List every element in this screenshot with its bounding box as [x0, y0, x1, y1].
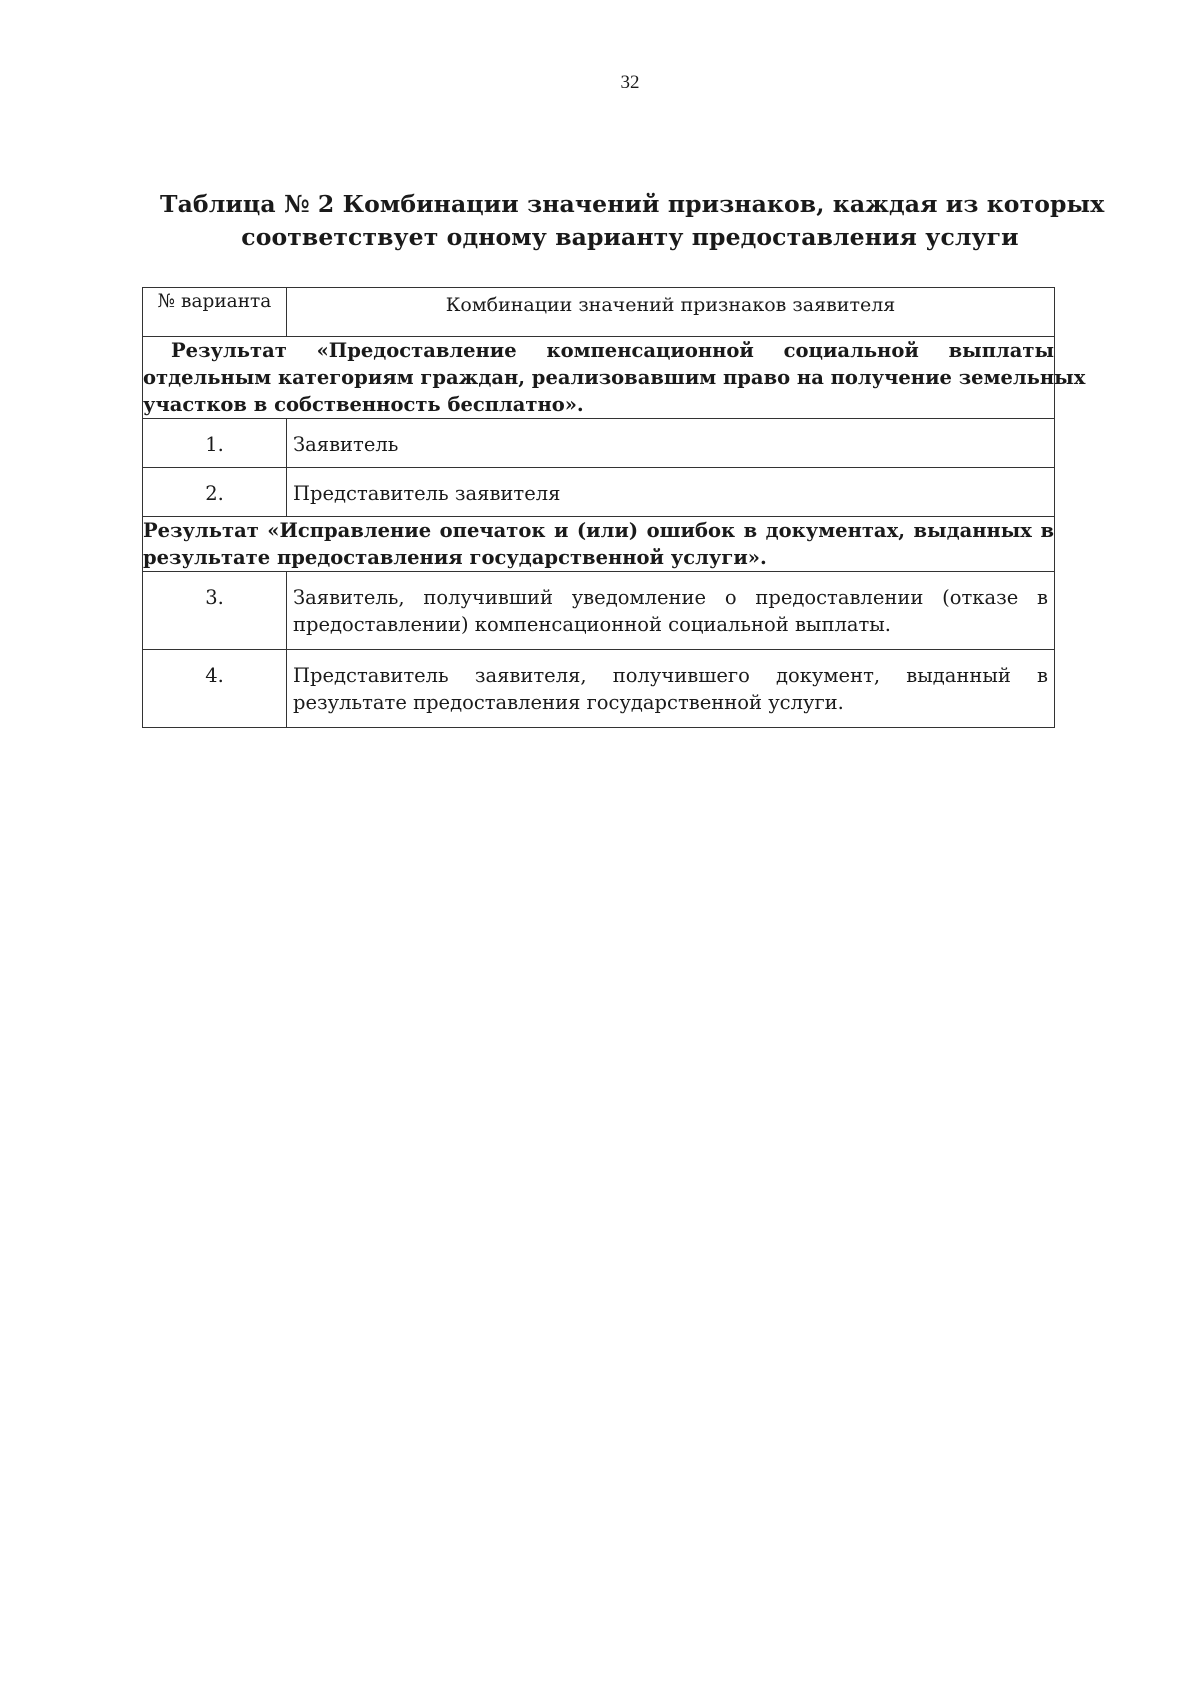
table-row — [143, 650, 1055, 728]
table-title — [160, 188, 1105, 254]
variants-table — [142, 287, 1086, 728]
table-title-line-1: Таблица № 2 Комбинации значений признаков, каждая из которых — [160, 190, 1105, 218]
variant-description-line: Заявитель, получивший уведомление о предоставлении (отказе в — [293, 586, 1048, 609]
variant-number: 3. — [143, 572, 287, 650]
section-result-line: Результат «Предоставление компенсационной социальной выплаты — [171, 339, 1054, 362]
variant-description — [287, 572, 1055, 650]
section-result-row — [143, 517, 1055, 572]
section-result-line: отдельным категориям граждан, реализовавшим право на получение земельных — [143, 366, 1086, 389]
table-header-row — [143, 288, 1055, 337]
section-result-heading — [143, 337, 1086, 419]
table-row — [143, 572, 1055, 650]
variant-description-line: результате предоставления государственной услуги. — [293, 691, 844, 714]
table-title-line-2: соответствует одному варианту предоставления услуги — [241, 223, 1019, 251]
variant-description — [287, 650, 1055, 728]
header-combinations: Комбинации значений признаков заявителя — [287, 288, 1055, 337]
variant-description-line: предоставлении) компенсационной социальной выплаты. — [293, 613, 891, 636]
variant-number: 1. — [143, 419, 287, 468]
section-result-row — [143, 337, 1055, 419]
section-result-line: участков в собственность бесплатно». — [143, 393, 584, 416]
variant-description-line: Представитель заявителя, получившего документ, выданный в — [293, 664, 1048, 687]
section-result-line: результате предоставления государственной услуги». — [143, 546, 767, 569]
variant-description: Представитель заявителя — [287, 468, 1055, 517]
header-variant-number: № варианта — [143, 288, 287, 337]
page-number: 32 — [620, 72, 640, 93]
variant-description: Заявитель — [287, 419, 1055, 468]
table-row — [143, 468, 1055, 517]
section-result-heading — [143, 517, 1055, 572]
section-result-line: Результат «Исправление опечаток и (или) ошибок в документах, выданных в — [143, 519, 1054, 542]
variant-number: 2. — [143, 468, 287, 517]
table-row — [143, 419, 1055, 468]
variant-number: 4. — [143, 650, 287, 728]
